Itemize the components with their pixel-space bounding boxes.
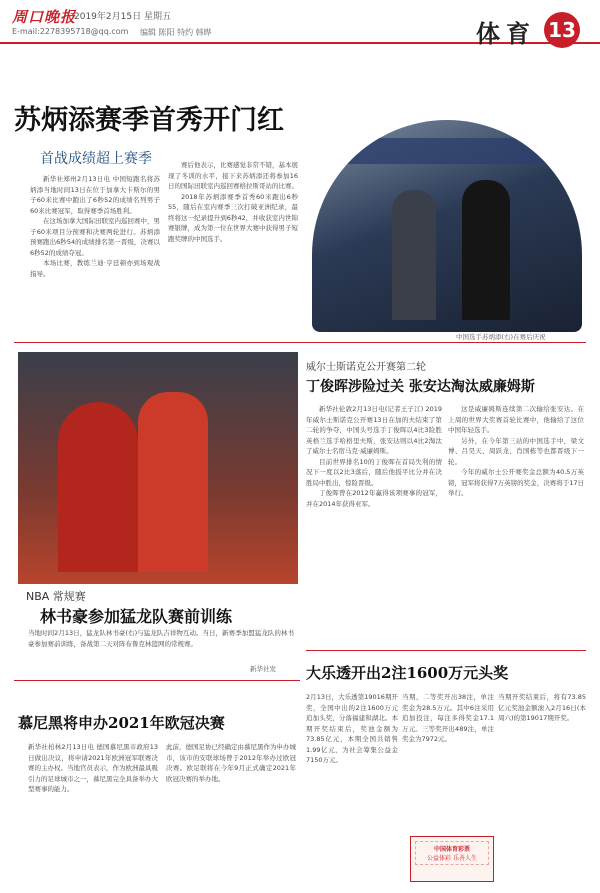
story3-col1 (306, 404, 442, 509)
story5-col2: 当期，二等奖开出38注，单注奖金为28.5万元。其中6注采用追加投注，每注多得奖金17.1万元。三等奖开出489注，单注奖金为7972元。 (402, 693, 494, 743)
story1-caption: 中国选手苏炳添(右)在赛后庆祝 (456, 333, 546, 341)
story1-paragraph: 赛后他表示，比赛感觉非常不错，基本展现了冬训的水平，接下来苏炳添还将参加16日的国际田联室内巡回赛格拉斯哥站的比赛。 (168, 161, 298, 190)
person-right-figure (462, 180, 510, 320)
player-figure (138, 392, 208, 572)
paper-logo: 周口晚报 (12, 8, 77, 26)
story4-headline: 慕尼黑将申办2021年欧冠决赛 (18, 714, 225, 732)
story1-paragraph: 2018年苏炳添赛季首秀60米跑出6秒55，随后在室内赛季三次打破亚洲纪录，最终将这一纪录提升到6秒42，并收获室内世锦赛银牌，成为第一位在世界大赛中获得男子短跑奖牌的中国选手。 (168, 192, 298, 243)
section-title: 体育 (476, 19, 536, 48)
issue-date: 2019年2月15日 星期五 (74, 12, 171, 22)
divider (306, 650, 586, 651)
story1-col2 (168, 160, 298, 244)
story1-col1 (30, 174, 160, 279)
story3-headline: 丁俊晖涉险过关 张安达淘汰威廉姆斯 (306, 379, 535, 395)
editors-credit: 编辑 陈阳 特约 韩晔 (140, 28, 212, 37)
story3-paragraph: 丁俊晖曾在2012年赢得该项赛事的冠军，并在2014年获得亚军。 (306, 489, 442, 508)
story3-paragraph: 新华社伦敦2月13日电(记者王子江) 2019年威尔士斯诺克公开赛13日在加的夫结束了第二轮的争夺，中国头号选手丁俊晖以4比3险胜英格兰选手哈格里夫斯，张安达则以4比2淘汰了威尔士名宿马克·威廉姆斯。 (306, 405, 442, 455)
story3-kicker: 威尔士斯诺克公开赛第二轮 (306, 362, 426, 373)
lottery-ad (410, 836, 494, 882)
story2-headline: 林书豪参加猛龙队赛前训练 (40, 607, 233, 626)
story4-col2: 此前，德国足协已经确定由慕尼黑作为申办城市，该市的安联球场曾于2012年举办过欧冠决赛。欧足联将在今年9月正式确定2021年欧冠决赛的举办地。 (166, 743, 296, 783)
person-left-figure (392, 190, 436, 320)
story1-paragraph: 在这场加拿大国际田联室内巡回赛中，男子60米项目分预赛和决赛两轮进行。苏炳添预赛跑出6秒54的成绩排名第一晋级，决赛以6秒52的成绩夺冠。 (30, 217, 160, 257)
page-number: 13 (544, 12, 580, 48)
story1-subhead: 首战成绩超上赛季 (40, 151, 152, 167)
banner-shape (322, 138, 572, 164)
story2-body: 当地时间2月13日，猛龙队林书豪(右)与猛龙队吉祥物互动。当日，新赛季加盟猛龙队的林书豪参加赛前训练，备战第二天对阵布鲁克林篮网的常规赛。 (28, 629, 294, 648)
story3-paragraph: 目前世界排名10的丁俊晖在首局失利的情况下一度以2比3落后，随后他扳平比分并在决胜局中胜出，惊险晋级。 (306, 457, 442, 487)
lottery-logo: 中国体育彩票 (433, 846, 470, 853)
contact-email: E-mail:2278395718@qq.com (12, 27, 129, 36)
lottery-ad-inner (415, 841, 489, 865)
lottery-slogan: 公益体彩 乐善人生 (427, 855, 477, 862)
mascot-figure (58, 402, 138, 572)
story2-kicker: NBA 常规赛 (26, 590, 86, 603)
story1-paragraph: 新华社郑州2月13日电 中国短跑名将苏炳添当地时间13日在位于加拿大卡斯尔的男子60米比赛中跑出了6秒52的成绩名列男子60米比赛冠军，取得赛季首场胜利。 (30, 175, 160, 215)
story5-col3: 当期开奖结束后，将有73.85亿元奖池金额滚入2月16日(本周六)的第19017期开奖。 (498, 693, 586, 722)
story5-headline: 大乐透开出2注1600万元头奖 (306, 664, 509, 682)
story3-paragraph: 这是威廉姆斯连续第二次输给张安达。在上周的世界大奖赛首轮比赛中，他输给了这位中国年轻选手。 (448, 405, 584, 434)
story3-paragraph: 另外，在今年第三站的中国选手中，梁文博、吕昊天、周跃龙、肖国栋等也都晋级下一轮。 (448, 436, 584, 466)
story2-credit: 新华社发 (250, 665, 276, 673)
story5-col1: 2月13日，大乐透第19016期开奖，全国中出的2注1600万元追加头奖，分落福建和湖北。本期开奖结束后，奖池金额为73.85亿元，本期全国共销售1.99亿元，为社会筹集公益金7150万元。 (306, 693, 398, 764)
story1-headline: 苏炳添赛季首秀开门红 (14, 105, 284, 136)
story4-col1: 新华社柏林2月13日电 德国慕尼黑市政府13日做出决议，将申请2021年欧洲冠军联赛决赛的主办权。当地官员表示，作为欧洲最具吸引力的足球城市之一，慕尼黑完全具备举办大型赛事的能力。 (28, 743, 158, 793)
story3-paragraph: 今年的威尔士公开赛奖金总额为40.5万英镑，冠军将获得7万英镑的奖金，决赛将于17日举行。 (448, 468, 584, 497)
divider (14, 680, 300, 681)
story3-col2 (448, 404, 584, 499)
story2-photo (18, 352, 298, 584)
story1-paragraph: 本场比赛，教练兰迪·亨廷顿亦到场观战指导。 (30, 259, 160, 278)
story1-photo (312, 120, 582, 332)
divider (14, 342, 586, 343)
